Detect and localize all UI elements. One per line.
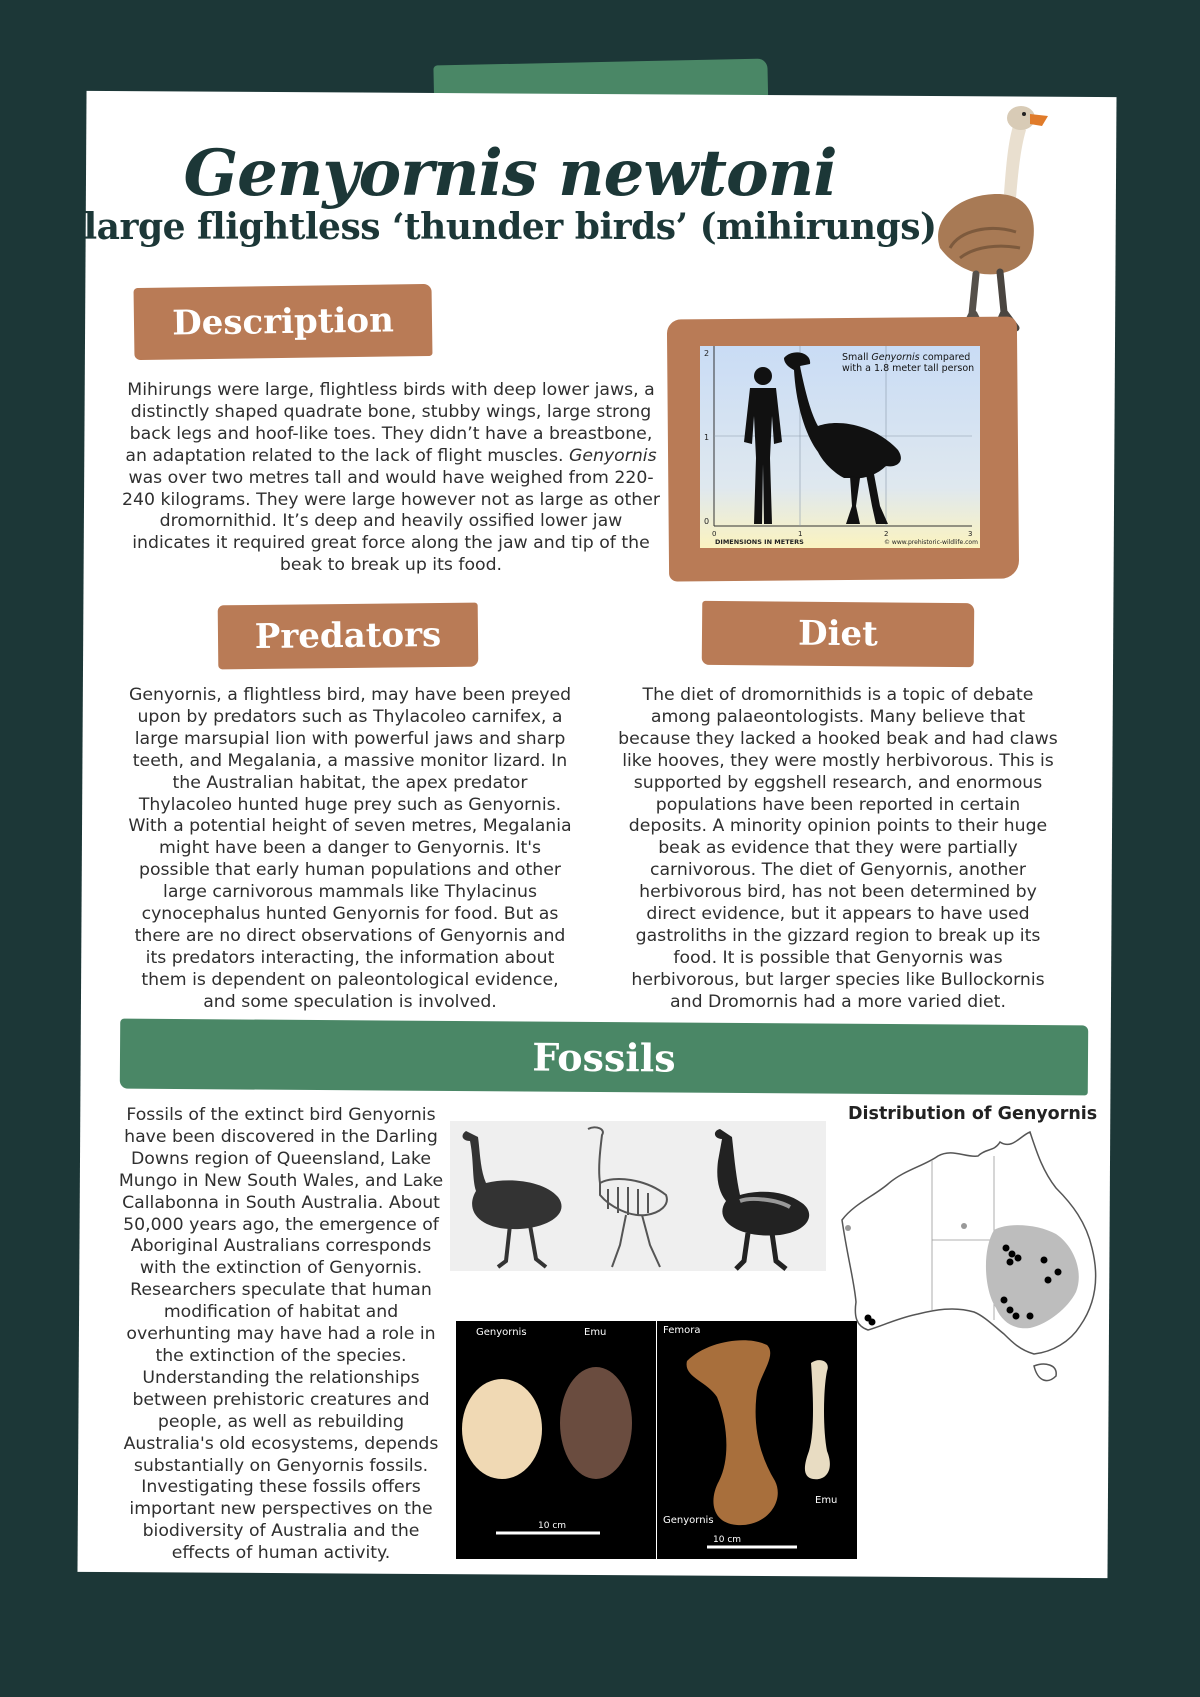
axis-label: DIMENSIONS IN METERS bbox=[715, 538, 804, 546]
diet-text: The diet of dromornithids is a topic of debate among palaeontologists. Many believe that because they lacked a hooked beak and had claws like hooves, they were mostly herbivorous. This is supported by eggshell research, and enormous populations have been reported in certain deposits. A minority opinion points to their huge beak as evidence that they were partially carnivorous. The diet of Genyornis, another herbivorous bird, has not been determined by direct evidence, but it appears to have used gastroliths in the gizzard region to break up its food. It is possible that Genyornis was herbivorous, but larger species like Bullockornis and Dromornis had a more varied diet. bbox=[618, 685, 1058, 1012]
chart-caption-line2: with a 1.8 meter tall person bbox=[842, 363, 975, 374]
chart-caption-line1: Small Genyornis compared bbox=[842, 352, 971, 363]
tasmania-outline bbox=[1034, 1364, 1056, 1380]
page-title: Genyornis newtoni bbox=[183, 136, 837, 211]
fossils-text: Fossils of the extinct bird Genyornis have been discovered in the Darling Downs region of Queensland, Lake Mungo in New South Wales, and Lake Callabonna in South Australia. About 50,000 years ago, the emergence of Aboriginal Australians corresponds with the extinction of Genyornis. Researchers speculate that human modification of habitat and overhunting may have had a role in the extinction of the species. Understanding the relationships between prehistoric creatures and people, as well as rebuilding Australia's old ecosystems, depends substantially on Genyornis fossils. Investigating these fossils offers important new perspectives on the biodiversity of Australia and the effects of human activity. bbox=[118, 1105, 444, 1564]
map-title: Distribution of Genyornis bbox=[848, 1104, 1098, 1124]
fossils-heading: Fossils bbox=[120, 1019, 1088, 1096]
description-heading: Description bbox=[134, 284, 433, 360]
x-tick-1: 1 bbox=[798, 530, 803, 538]
chart-credit: © www.prehistoric-wildlife.com bbox=[884, 539, 978, 546]
x-tick-2: 2 bbox=[884, 530, 889, 538]
page-subtitle: large flightless ‘thunder birds’ (mihirungs) bbox=[83, 206, 937, 248]
predators-heading: Predators bbox=[218, 603, 479, 670]
x-tick-0: 0 bbox=[712, 530, 717, 538]
size-comparison-chart bbox=[700, 346, 980, 548]
emu-egg bbox=[560, 1367, 632, 1479]
y-tick-0: 0 bbox=[704, 517, 710, 526]
bird-comparison-illustration bbox=[450, 1121, 826, 1271]
y-tick-2: 2 bbox=[704, 349, 710, 358]
eggs-photo bbox=[456, 1321, 656, 1559]
eggs-label-emu: Emu bbox=[584, 1327, 607, 1338]
femora-photo bbox=[657, 1321, 857, 1559]
predators-text: Genyornis, a flightless bird, may have been preyed upon by predators such as Thylacoleo carnifex, a large marsupial lion with powerful jaws and sharp teeth, and Megalania, a massive monitor lizard. In the Australian habitat, the apex predator Thylacoleo hunted huge prey such as Genyornis. With a potential height of seven metres, Megalania might have been a danger to Genyornis. It's possible that early human populations and other large carnivorous mammals like Thylacinus cynocephalus hunted Genyornis for food. But as there are no direct observations of Genyornis and its predators interacting, the information about them is dependent on paleontological evidence, and some speculation is involved. bbox=[128, 685, 572, 1012]
description-text: Mihirungs were large, flightless birds with deep lower jaws, a distinctly shaped quadrate bone, stubby wings, large strong back legs and hoof-like toes. They didn’t have a breastbone, an adaptation related to the lack of flight muscles. Genyornis was over two metres tall and would have weighed from 220-240 kilograms. They were large however not as large as other dromornithid. It’s deep and heavily ossified lower jaw indicates it required great force along the jaw and tip of the beak to break up its food. bbox=[122, 380, 660, 576]
eggs-scale: 10 cm bbox=[538, 1521, 567, 1531]
diet-heading: Diet bbox=[702, 601, 975, 667]
eggs-label-genyornis: Genyornis bbox=[476, 1327, 527, 1338]
x-tick-3: 3 bbox=[968, 530, 973, 538]
genyornis-illustration bbox=[920, 98, 1090, 336]
genyornis-egg bbox=[462, 1379, 542, 1479]
femora-label-emu: Emu bbox=[815, 1495, 838, 1506]
y-tick-1: 1 bbox=[704, 433, 710, 442]
femora-title: Femora bbox=[663, 1325, 701, 1336]
femora-scale: 10 cm bbox=[713, 1535, 742, 1545]
femora-label-genyornis: Genyornis bbox=[663, 1515, 714, 1526]
distribution-map bbox=[834, 1130, 1108, 1390]
